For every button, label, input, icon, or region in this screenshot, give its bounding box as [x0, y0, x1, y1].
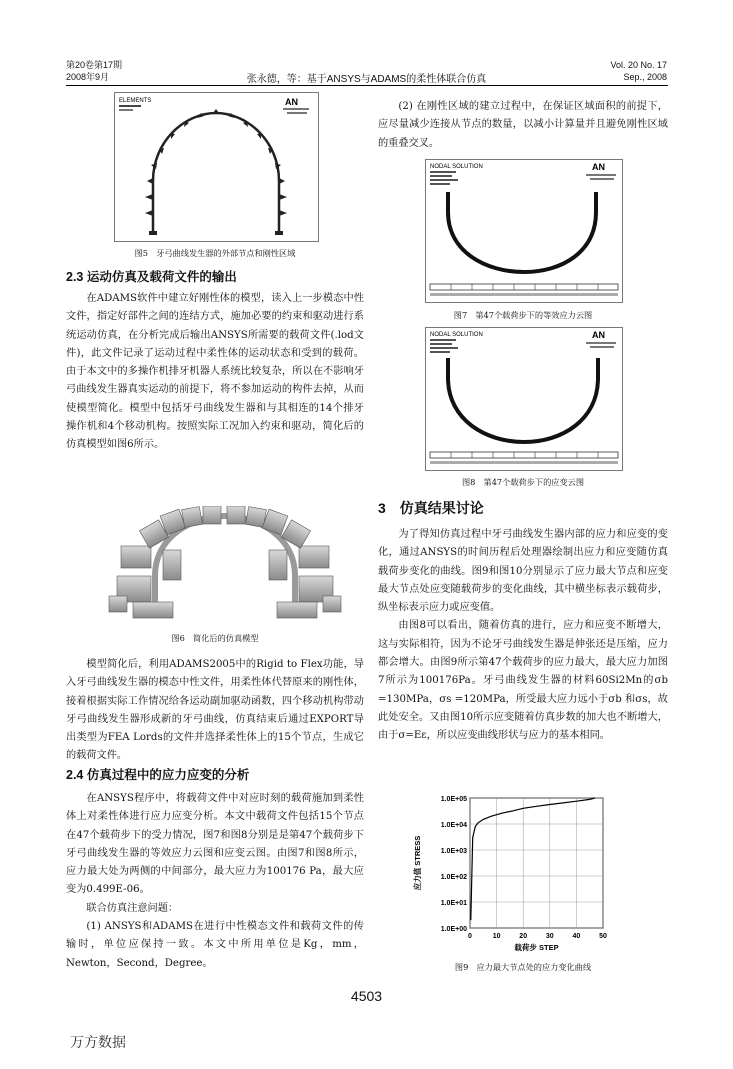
section-3-para-2: 由图8可以看出，随着仿真的进行，应力和应变不断增大，这与实际相符，因为不论牙弓曲线发生器是伸张还是压缩，应力都会增大。由图9所示第47个载荷步的应力最大，最大应力加图7所示为100176Pa。牙弓曲线发生器的材料60Si2Mn的σb =130MPa，σs =120MPa，所受最大应力远小于σb 和σs，故此处安全。又由图10所示应变随着仿真步数的加大也不断增大，由于σ=Eε，所以应变曲线形状与应力的基本相同。 — [378, 620, 668, 742]
section-2-4-title: 2.4 仿真过程中的应力应变的分析 — [66, 768, 250, 782]
header-rule — [66, 85, 668, 86]
plot-frame — [470, 798, 603, 928]
notes-title: 联合仿真注意问题： — [86, 902, 179, 914]
section-3-title: 3 仿真结果讨论 — [378, 500, 484, 516]
y-axis-label: 应力值 STRESS — [413, 835, 422, 891]
journal-volume-en: Vol. 20 No. 17 — [610, 60, 667, 70]
section-3-para-1: 为了得知仿真过程中牙弓曲线发生器内部的应力和应变的变化，通过ANSYS的时间历程后处理器绘制出应力和应变随仿真载荷步变化的曲线。图9和图10分别显示了应力最大节点和应变最大节点处应变随载荷步的变化曲线，其中横坐标表示载荷步，纵坐标表示应力或应变值。 — [378, 529, 668, 614]
chart-svg — [398, 792, 638, 962]
section-2-4-heading — [66, 765, 364, 783]
section-2-3-title: 2.3 运动仿真及载荷文件的输出 — [66, 270, 237, 284]
figure-8 — [425, 327, 623, 471]
figure-5 — [114, 92, 319, 242]
section-2-3-body — [66, 290, 364, 455]
fig5-caption: 图5 牙弓曲线发生器的外部节点和刚性区域 — [134, 248, 296, 258]
y-tick-label: 1.0E+01 — [440, 900, 467, 907]
ansys-logo-fig8: AN — [592, 330, 605, 340]
section-2-3-heading — [66, 267, 364, 285]
y-tick-label: 1.0E+03 — [440, 848, 467, 855]
ansys-logo-fig7: AN — [592, 162, 605, 172]
watermark: 万方数据 — [70, 1034, 126, 1050]
note-2: (2) 在刚性区域的建立过程中，在保证区域面积的前提下，应尽量减少连接从节点的数量，以减小计算量并且避免刚性区域的重叠交叉。 — [378, 101, 668, 149]
journal-date: 2008年9月 — [66, 72, 110, 82]
journal-volume: 第20卷第17期 — [66, 60, 123, 70]
y-tick-label: 1.0E+05 — [440, 796, 467, 803]
section-3-heading — [378, 498, 668, 518]
y-tick-label: 1.0E+00 — [440, 926, 467, 933]
journal-date-en: Sep., 2008 — [623, 72, 667, 82]
figure-9-chart — [398, 792, 638, 962]
note-1: (1) ANSYS和ADAMS在进行中性模态文件和载荷文件的传输时，单位应保持一致。本文中所用单位是Kg，mm，Newton，Second，Degree。 — [66, 921, 364, 969]
fig7-caption: 图7 第47个载荷步下的等效应力云图 — [453, 310, 593, 320]
fig8-caption: 图8 第47个载荷步下的应变云图 — [461, 477, 585, 487]
x-tick-label: 30 — [545, 933, 554, 940]
x-tick-label: 40 — [572, 933, 581, 940]
x-tick-label: 20 — [519, 933, 528, 940]
fig9-caption: 图9 应力最大节点处的应力变化曲线 — [454, 962, 592, 972]
rigid-to-flex-text: 模型简化后，利用ADAMS2005中的Rigid to Flex功能，导入牙弓曲线发生器的模态中性文件，用柔性体代替原来的刚性体，接着根据实际工作情况给各运动副加驱动函数，四个移动机构带动牙弓曲线发生器形成新的牙弓曲线，仿真结束后通过EXPORT导出类型为FEA Lords的文件并选择柔性体上的15个节点，生成它的载荷文件。 — [66, 659, 364, 762]
section-3-body — [378, 526, 668, 746]
x-tick-label: 10 — [492, 933, 501, 940]
ansys-logo: AN — [285, 97, 298, 107]
figure-7 — [425, 159, 623, 303]
section-2-4-body — [66, 790, 364, 973]
y-tick-label: 1.0E+04 — [440, 822, 467, 829]
fig5-corner-label: ELEMENTS — [119, 98, 152, 104]
x-axis-label: 载荷步 STEP — [514, 943, 559, 952]
x-tick-label: 50 — [599, 933, 607, 940]
figure-6 — [103, 506, 348, 624]
page-number: 4503 — [350, 988, 383, 1004]
x-tick-label: 0 — [468, 933, 472, 940]
section-2-3-text: 在ADAMS软件中建立好刚性体的模型，读入上一步模态中性文件，指定好部件之间的连结方式，施加必要的约束和驱动进行系统运动仿真，在分析完成后输出ANSYS所需要的载荷文件(.lod文件)，此文件记录了运动过程中柔性体的运动状态和受到的载荷。由于本文中的多操作机排牙机器人系统比较复杂，所以在不影响牙弓曲线发生器真实运动的前提下，将不参加运动的构件去掉，从而使模型简化。模型中包括牙弓曲线发生器和与其相连的14个排牙操作机和4个移动机构。按照实际工况加入约束和驱动，简化后的仿真模型如图6所示。 — [66, 293, 364, 451]
section-2-4-text: 在ANSYS程序中，将载荷文件中对应时刻的载荷施加到柔性体上对柔性体进行应力应变分析。本文中载荷文件包括15个节点在47个载荷步下的受力情况，图7和图8分别是是第47个载荷步下牙弓曲线发生器的等效应力云图和应变云图。由图7和图8所示，应力最大处为两侧的中间部分，最大应力为100176 Pa，最大应变为0.499E-06。 — [66, 793, 364, 896]
fig8-corner-label: NODAL SOLUTION — [430, 332, 483, 338]
fig7-corner-label: NODAL SOLUTION — [430, 164, 483, 170]
y-tick-label: 1.0E+02 — [440, 874, 467, 881]
fig6-caption: 图6 简化后的仿真模型 — [171, 633, 259, 643]
note-2-block — [378, 98, 668, 153]
paragraph-after-fig6 — [66, 656, 364, 766]
running-title: 张永德，等：基于ANSYS与ADAMS的柔性体联合仿真 — [246, 74, 487, 85]
